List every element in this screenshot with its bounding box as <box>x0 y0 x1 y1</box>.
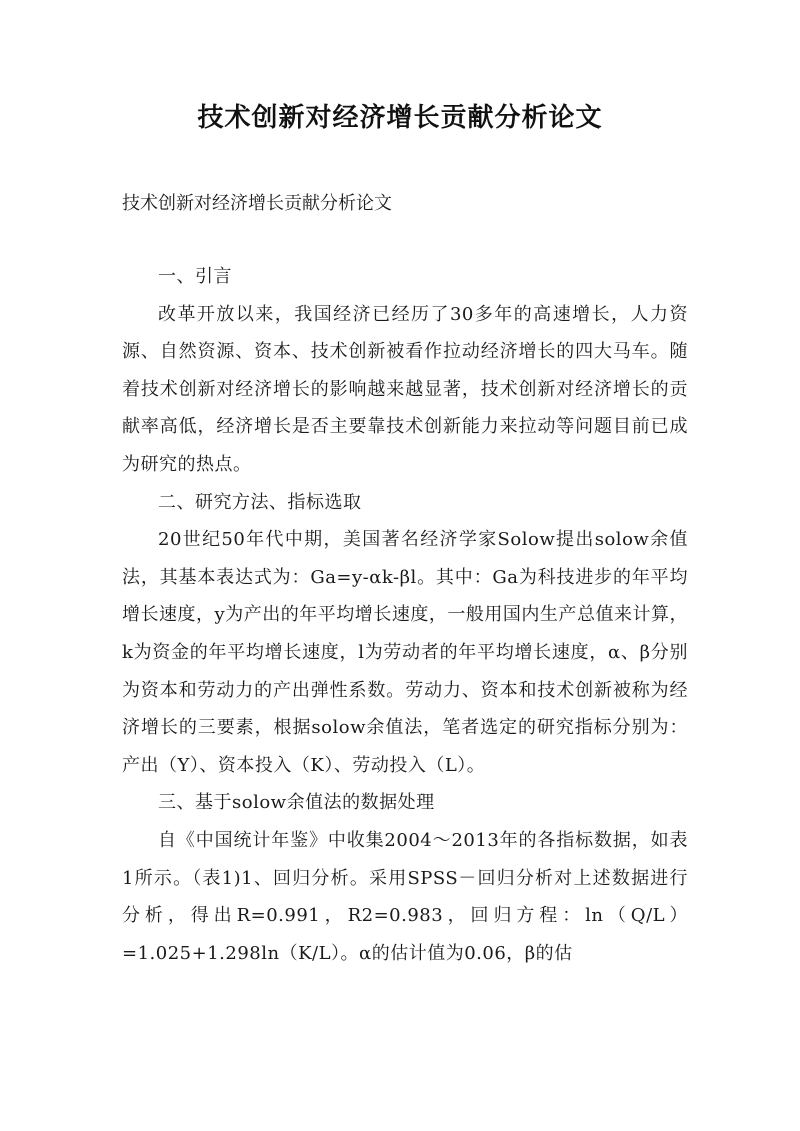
paragraph-method: 20世纪50年代中期，美国著名经济学家Solow提出solow余值法，其基本表达式为：Ga=y-αk-βl。其中：Ga为科技进步的年平均增长速度，y为产出的年平均增长速度，一般用国内生产总值来计算，k为资金的年平均增长速度，l为劳动者的年平均增长速度，α、β分别为资本和劳动力的产出弹性系数。劳动力、资本和技术创新被称为经济增长的三要素，根据solow余值法，笔者选定的研究指标分别为：产出（Y）、资本投入（K）、劳动投入（L）。 <box>122 529 688 776</box>
section-heading-intro: 一、引言 <box>158 266 232 287</box>
section-heading-data: 三、基于solow余值法的数据处理 <box>158 792 435 814</box>
document-title: 技术创新对经济增长贡献分析论文 <box>197 103 603 133</box>
section-heading-method: 二、研究方法、指标选取 <box>158 491 362 513</box>
paragraph-data: 自《中国统计年鉴》中收集2004～2013年的各指标数据，如表1所示。（表1)1、回归分析。采用SPSS－回归分析对上述数据进行分析，得出R=0.991，R2=0.983，回归方程：ln（Q/L）=1.025+1.298ln（K/L）。α的估计值为0.06，β的估 <box>122 829 688 964</box>
document-body <box>122 258 688 972</box>
paragraph-intro: 改革开放以来，我国经济已经历了30多年的高速增长，人力资源、自然资源、资本、技术创新被看作拉动经济增长的四大马车。随着技术创新对经济增长的影响越来越显著，技术创新对经济增长的贡献率高低，经济增长是否主要靠技术创新能力来拉动等问题目前已成为研究的热点。 <box>122 303 688 475</box>
document-subtitle: 技术创新对经济增长贡献分析论文 <box>122 193 392 214</box>
